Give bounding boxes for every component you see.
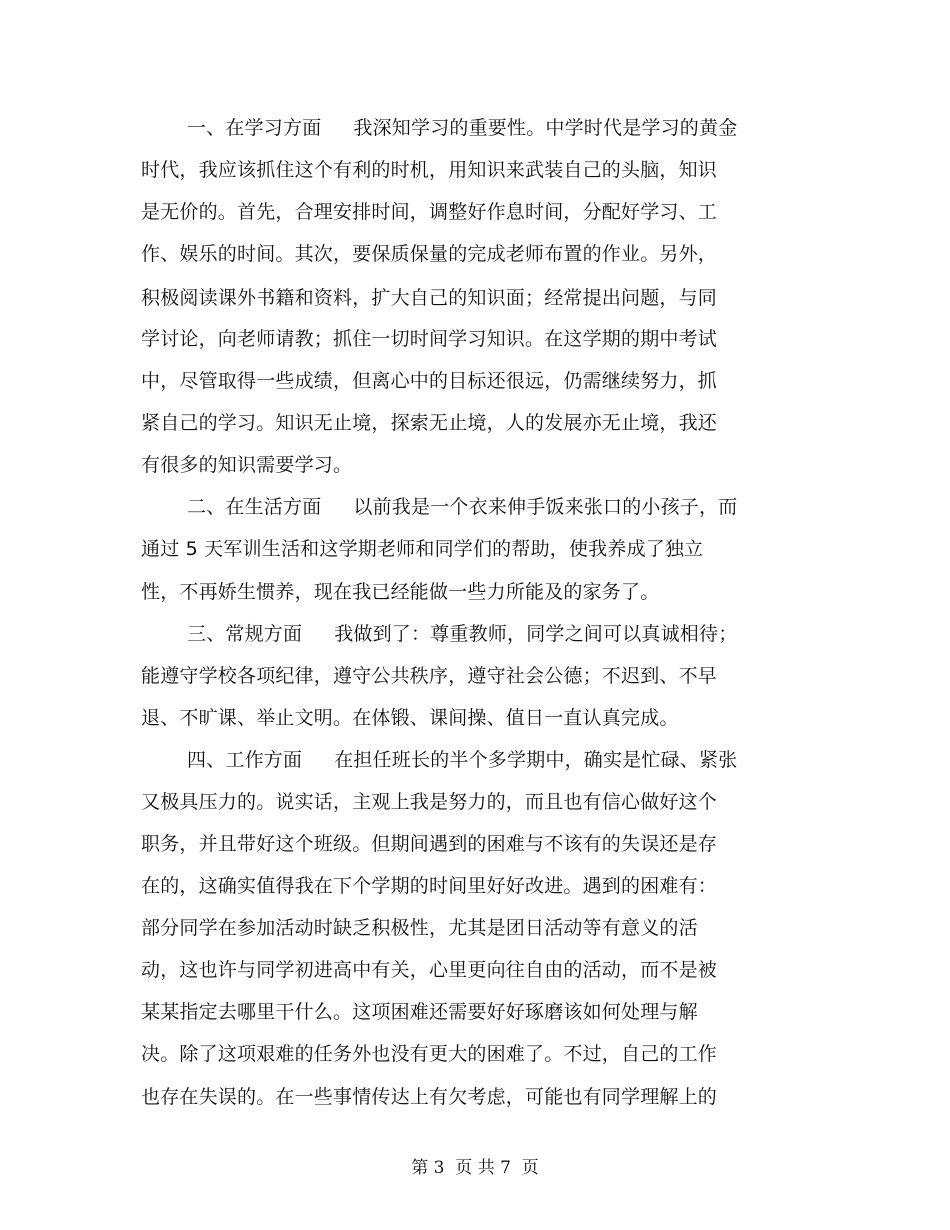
paragraph-line: 通过 5 天军训生活和这学期老师和同学们的帮助，使我养成了独立 <box>141 538 704 560</box>
paragraph-line: 部分同学在参加活动时缺乏积极性，尤其是团日活动等有意义的活 <box>141 917 698 939</box>
paragraph-heading: 三、常规方面 <box>187 623 303 645</box>
paragraph-4-first-line <box>187 750 737 770</box>
paragraph-line: 决。除了这项艰难的任务外也没有更大的困难了。不过，自己的工作 <box>141 1043 718 1065</box>
paragraph-text: 以前我是一个衣来伸手饭来张口的小孩子，而 <box>353 496 738 518</box>
paragraph-text: 在担任班长的半个多学期中，确实是忙碌、紧张 <box>334 749 738 771</box>
paragraph-line: 时代，我应该抓住这个有利的时机，用知识来武装自己的头脑，知识 <box>141 159 718 181</box>
paragraph-line: 职务，并且带好这个班级。但期间遇到的困难与不该有的失误还是存 <box>141 833 718 855</box>
paragraph-line: 学讨论，向老师请教；抓住一切时间学习知识。在这学期的期中考试 <box>141 328 718 350</box>
paragraph-2-first-line <box>187 497 737 517</box>
paragraph-line: 退、不旷课、举止文明。在体锻、课间操、值日一直认真完成。 <box>141 707 679 729</box>
paragraph-line: 积极阅读课外书籍和资料，扩大自己的知识面；经常提出问题，与同 <box>141 287 718 309</box>
paragraph-line: 有很多的知识需要学习。 <box>141 454 353 476</box>
paragraph-line: 也存在失误的。在一些事情传达上有欠考虑，可能也有同学理解上的 <box>141 1086 718 1108</box>
paragraph-text: 我做到了：尊重教师，同学之间可以真诚相待； <box>334 623 738 645</box>
paragraph-line: 某某指定去哪里干什么。这项困难还需要好好琢磨该如何处理与解 <box>141 1001 698 1023</box>
paragraph-text: 我深知学习的重要性。中学时代是学习的黄金 <box>353 117 738 139</box>
paragraph-heading: 一、在学习方面 <box>187 117 322 139</box>
paragraph-line: 性，不再娇生惯养，现在我已经能做一些力所能及的家务了。 <box>141 581 660 603</box>
paragraph-heading: 二、在生活方面 <box>187 496 322 518</box>
paragraph-1-first-line <box>187 118 737 138</box>
paragraph-line: 是无价的。首先，合理安排时间，调整好作息时间，分配好学习、工 <box>141 201 718 223</box>
page-number-footer: 第 3 页 共 7 页 <box>411 1158 539 1178</box>
paragraph-line: 紧自己的学习。知识无止境，探索无止境，人的发展亦无止境，我还 <box>141 412 718 434</box>
paragraph-heading: 四、工作方面 <box>187 749 303 771</box>
paragraph-line: 中，尽管取得一些成绩，但离心中的目标还很远，仍需继续努力，抓 <box>141 370 718 392</box>
paragraph-line: 又极具压力的。说实话，主观上我是努力的，而且也有信心做好这个 <box>141 791 718 813</box>
paragraph-3-first-line <box>187 624 737 644</box>
paragraph-line: 能遵守学校各项纪律，遵守公共秩序，遵守社会公德；不迟到、不早 <box>141 665 718 687</box>
paragraph-line: 作、娱乐的时间。其次，要保质保量的完成老师布置的作业。另外， <box>141 243 718 265</box>
paragraph-line: 动，这也许与同学初进高中有关，心里更向往自由的活动，而不是被 <box>141 959 718 981</box>
paragraph-line: 在的，这确实值得我在下个学期的时间里好好改进。遇到的困难有： <box>141 875 718 897</box>
